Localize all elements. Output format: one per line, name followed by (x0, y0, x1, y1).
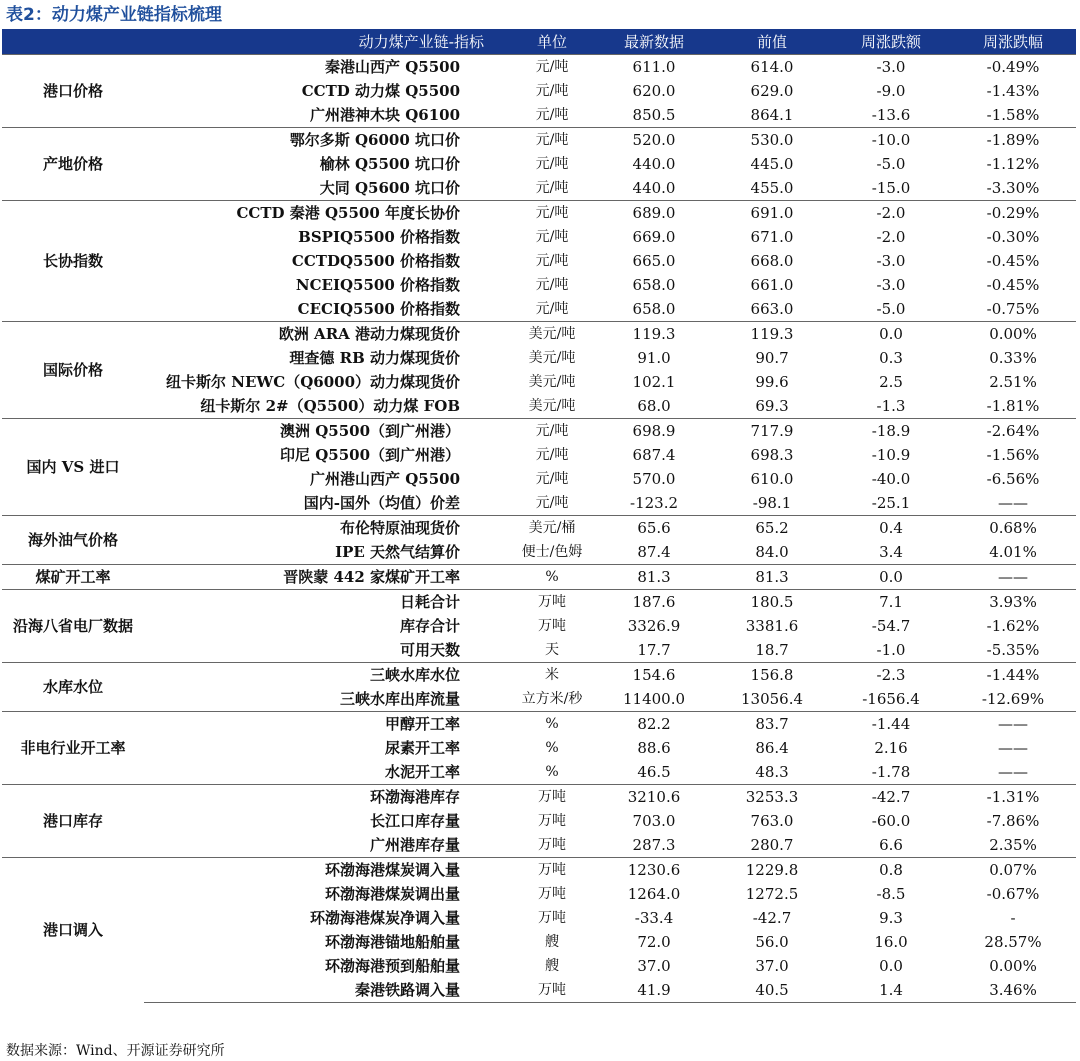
weekly-change-pct: —— (950, 712, 1076, 737)
latest-value: 440.0 (632, 155, 676, 173)
unit-cell: 美元/吨 (528, 350, 576, 366)
previous-value: 661.0 (750, 276, 794, 294)
category-cell: 港口库存 (2, 785, 144, 858)
weekly-change-pct: -0.75% (986, 300, 1040, 318)
weekly-change-pct: 4.01% (989, 543, 1037, 561)
indicator-name: 三峡水库出库流量 (340, 690, 461, 708)
indicator-name: 尿素开工率 (385, 739, 461, 757)
weekly-change: -3.0 (876, 252, 906, 270)
unit-cell: 元/吨 (535, 301, 569, 317)
table-row (2, 201, 1076, 226)
indicator-table-container (2, 29, 1076, 1003)
weekly-change: -10.0 (832, 128, 950, 153)
indicator-name: NCEIQ5500 价格指数 (295, 276, 461, 294)
table-row (2, 322, 1076, 347)
weekly-change-pct: 2.51% (989, 373, 1037, 391)
latest-value: 37.0 (637, 957, 671, 975)
latest-value: 3326.9 (627, 617, 681, 635)
previous-value: 40.5 (712, 978, 832, 1003)
unit-cell: 元/吨 (535, 253, 569, 269)
table-row (2, 176, 1076, 201)
indicator-name: 秦港山西产 Q5500 (144, 55, 508, 80)
weekly-change-pct: -0.29% (950, 201, 1076, 226)
previous-value: 663.0 (750, 300, 794, 318)
table-row (2, 419, 1076, 444)
previous-value: 280.7 (750, 836, 794, 854)
weekly-change-pct: —— (998, 739, 1029, 757)
indicator-name: 欧洲 ARA 港动力煤现货价 (144, 322, 508, 347)
indicator-name: IPE 天然气结算价 (335, 543, 461, 561)
latest-value: 11400.0 (623, 690, 686, 708)
latest-value: 687.4 (632, 446, 676, 464)
previous-value: 48.3 (755, 763, 789, 781)
weekly-change-pct: -1.62% (986, 617, 1040, 635)
unit-cell: 元/吨 (535, 471, 569, 487)
table-row (2, 128, 1076, 153)
latest-value: 81.3 (596, 565, 712, 590)
previous-value: -42.7 (752, 909, 792, 927)
unit-cell: 元/吨 (535, 447, 569, 463)
table-row (2, 833, 1076, 858)
latest-value: 41.9 (596, 978, 712, 1003)
indicator-name: CCTD 动力煤 Q5500 (301, 82, 461, 100)
weekly-change-pct: -1.56% (986, 446, 1040, 464)
weekly-change-pct: 2.35% (989, 836, 1037, 854)
weekly-change: -2.3 (832, 663, 950, 688)
unit-cell: 元/吨 (508, 55, 596, 80)
latest-value: 703.0 (632, 812, 676, 830)
indicator-name: 布伦特原油现货价 (144, 516, 508, 541)
weekly-change: 0.3 (879, 349, 903, 367)
table-body (2, 55, 1076, 1003)
unit-cell: 元/吨 (535, 107, 569, 123)
unit-cell: % (545, 740, 559, 756)
weekly-change: -1656.4 (862, 690, 920, 708)
indicator-name: 广州港库存量 (370, 836, 461, 854)
indicator-name: 秦港铁路调入量 (144, 978, 508, 1003)
indicator-name: 纽卡斯尔 NEWC（Q6000）动力煤现货价 (166, 373, 461, 391)
weekly-change-pct: 0.33% (989, 349, 1037, 367)
indicator-name: 环渤海港锚地船舶量 (325, 933, 461, 951)
weekly-change-pct: -0.45% (986, 252, 1040, 270)
table-row (2, 663, 1076, 688)
previous-value: 763.0 (750, 812, 794, 830)
latest-value: 689.0 (596, 201, 712, 226)
unit-cell: 万吨 (538, 618, 567, 634)
latest-value: 698.9 (596, 419, 712, 444)
previous-value: 18.7 (755, 641, 789, 659)
unit-cell: % (508, 565, 596, 590)
previous-value: -98.1 (752, 494, 792, 512)
table-row (2, 79, 1076, 103)
weekly-change: -9.0 (876, 82, 906, 100)
latest-value: 154.6 (596, 663, 712, 688)
weekly-change: -60.0 (871, 812, 911, 830)
weekly-change-pct: 0.68% (950, 516, 1076, 541)
weekly-change: -25.1 (871, 494, 911, 512)
previous-value: 69.3 (755, 397, 789, 415)
weekly-change-pct: -1.58% (986, 106, 1040, 124)
latest-value: 46.5 (637, 763, 671, 781)
table-row (2, 638, 1076, 663)
weekly-change: -2.0 (876, 228, 906, 246)
category-cell: 港口价格 (2, 55, 144, 128)
unit-cell: 元/吨 (535, 277, 569, 293)
weekly-change-pct: -1.44% (950, 663, 1076, 688)
previous-value: 668.0 (750, 252, 794, 270)
indicator-name: 榆林 Q5500 坑口价 (319, 155, 461, 173)
weekly-change-pct: -0.45% (986, 276, 1040, 294)
weekly-change-pct: -0.67% (986, 885, 1040, 903)
previous-value: 455.0 (750, 179, 794, 197)
table-row (2, 809, 1076, 833)
weekly-change: -42.7 (832, 785, 950, 810)
indicator-name: 环渤海港煤炭调出量 (325, 885, 461, 903)
weekly-change: -8.5 (876, 885, 906, 903)
unit-cell: 艘 (545, 934, 560, 950)
previous-value: 530.0 (712, 128, 832, 153)
header-latest: 最新数据 (596, 29, 712, 55)
category-cell: 沿海八省电厂数据 (2, 590, 144, 663)
category-cell: 水库水位 (2, 663, 144, 712)
weekly-change-pct: —— (950, 565, 1076, 590)
weekly-change: 2.16 (874, 739, 908, 757)
previous-value: 119.3 (712, 322, 832, 347)
weekly-change-pct: 0.00% (989, 957, 1037, 975)
weekly-change: 1.4 (832, 978, 950, 1003)
indicator-name: 鄂尔多斯 Q6000 坑口价 (144, 128, 508, 153)
unit-cell: 美元/吨 (508, 322, 596, 347)
latest-value: 620.0 (632, 82, 676, 100)
previous-value: 84.0 (755, 543, 789, 561)
table-row (2, 491, 1076, 516)
table-row (2, 687, 1076, 712)
previous-value: 629.0 (750, 82, 794, 100)
latest-value: 102.1 (632, 373, 676, 391)
weekly-change-pct: -3.30% (986, 179, 1040, 197)
weekly-change: 0.4 (832, 516, 950, 541)
category-cell: 海外油气价格 (2, 516, 144, 565)
weekly-change: -54.7 (871, 617, 911, 635)
previous-value: 65.2 (712, 516, 832, 541)
latest-value: -123.2 (630, 494, 679, 512)
weekly-change: 16.0 (874, 933, 908, 951)
weekly-change: -3.0 (876, 276, 906, 294)
weekly-change: -5.0 (876, 155, 906, 173)
weekly-change-pct: -1.12% (986, 155, 1040, 173)
weekly-change-pct: -0.49% (950, 55, 1076, 80)
weekly-change: -1.0 (876, 641, 906, 659)
indicator-name: 印尼 Q5500（到广州港） (279, 446, 461, 464)
latest-value: 658.0 (632, 276, 676, 294)
latest-value: 850.5 (632, 106, 676, 124)
header-unit: 单位 (508, 29, 596, 55)
header-weekly-change: 周涨跌额 (832, 29, 950, 55)
table-row (2, 930, 1076, 954)
indicator-name: 环渤海港预到船舶量 (325, 957, 461, 975)
weekly-change-pct: -5.35% (986, 641, 1040, 659)
indicator-name: 国内-国外（均值）价差 (303, 494, 461, 512)
category-cell: 产地价格 (2, 128, 144, 201)
weekly-change-pct: -0.30% (986, 228, 1040, 246)
table-title: 表2：动力煤产业链指标梳理 (6, 5, 222, 25)
weekly-change-pct: -1.31% (950, 785, 1076, 810)
latest-value: 658.0 (632, 300, 676, 318)
table-row (2, 712, 1076, 737)
indicator-name: 晋陕蒙 442 家煤矿开工率 (144, 565, 508, 590)
latest-value: 520.0 (596, 128, 712, 153)
table-row (2, 467, 1076, 491)
weekly-change: 0.8 (832, 858, 950, 883)
latest-value: 68.0 (637, 397, 671, 415)
unit-cell: 元/吨 (535, 180, 569, 196)
latest-value: 287.3 (632, 836, 676, 854)
indicator-name: 纽卡斯尔 2#（Q5500）动力煤 FOB (200, 397, 461, 415)
unit-cell: 元/吨 (535, 495, 569, 511)
table-row (2, 614, 1076, 638)
unit-cell: 万吨 (538, 837, 567, 853)
table-row (2, 565, 1076, 590)
previous-value: 180.5 (712, 590, 832, 615)
weekly-change: -3.0 (832, 55, 950, 80)
table-row (2, 273, 1076, 297)
previous-value: 56.0 (755, 933, 789, 951)
weekly-change-pct: —— (998, 763, 1029, 781)
category-cell: 非电行业开工率 (2, 712, 144, 785)
indicator-name: 澳洲 Q5500（到广州港） (144, 419, 508, 444)
previous-value: 691.0 (712, 201, 832, 226)
latest-value: 17.7 (637, 641, 671, 659)
latest-value: 65.6 (596, 516, 712, 541)
weekly-change-pct: 3.46% (950, 978, 1076, 1003)
indicator-name: 甲醇开工率 (144, 712, 508, 737)
unit-cell: % (508, 712, 596, 737)
table-row (2, 978, 1076, 1003)
indicator-name: 环渤海港煤炭调入量 (144, 858, 508, 883)
latest-value: 3210.6 (596, 785, 712, 810)
latest-value: 88.6 (637, 739, 671, 757)
header-weekly-change-pct: 周涨跌幅 (950, 29, 1076, 55)
previous-value: 671.0 (750, 228, 794, 246)
weekly-change-pct: -2.64% (950, 419, 1076, 444)
table-row (2, 225, 1076, 249)
latest-value: 1264.0 (627, 885, 681, 903)
weekly-change-pct: -1.81% (986, 397, 1040, 415)
weekly-change-pct: 3.93% (950, 590, 1076, 615)
table-row (2, 906, 1076, 930)
unit-cell: 元/吨 (535, 156, 569, 172)
weekly-change-pct: -1.89% (950, 128, 1076, 153)
weekly-change: -1.44 (832, 712, 950, 737)
weekly-change-pct: -12.69% (981, 690, 1045, 708)
indicator-name: BSPIQ5500 价格指数 (298, 228, 461, 246)
previous-value: 83.7 (712, 712, 832, 737)
weekly-change-pct: 28.57% (984, 933, 1042, 951)
unit-cell: 万吨 (508, 785, 596, 810)
indicator-name: 库存合计 (400, 617, 461, 635)
table-row (2, 785, 1076, 810)
table-row (2, 954, 1076, 978)
previous-value: 156.8 (712, 663, 832, 688)
unit-cell: 万吨 (538, 910, 567, 926)
unit-cell: 元/吨 (535, 229, 569, 245)
unit-cell: 万吨 (508, 978, 596, 1003)
unit-cell: 元/吨 (508, 128, 596, 153)
latest-value: 669.0 (632, 228, 676, 246)
category-cell: 煤矿开工率 (2, 565, 144, 590)
weekly-change-pct: 0.00% (950, 322, 1076, 347)
weekly-change: 0.0 (832, 565, 950, 590)
previous-value: 81.3 (712, 565, 832, 590)
category-cell: 长协指数 (2, 201, 144, 322)
unit-cell: 美元/吨 (528, 398, 576, 414)
weekly-change: -1.78 (871, 763, 911, 781)
unit-cell: 立方米/秒 (521, 691, 583, 707)
latest-value: 570.0 (632, 470, 676, 488)
category-cell: 国际价格 (2, 322, 144, 419)
unit-cell: 艘 (545, 958, 560, 974)
weekly-change: -5.0 (876, 300, 906, 318)
weekly-change: -18.9 (832, 419, 950, 444)
indicator-name: 可用天数 (400, 641, 461, 659)
unit-cell: 万吨 (538, 813, 567, 829)
indicator-name: CECIQ5500 价格指数 (297, 300, 461, 318)
header-previous: 前值 (712, 29, 832, 55)
weekly-change-pct: 0.07% (950, 858, 1076, 883)
unit-cell: 美元/桶 (508, 516, 596, 541)
table-row (2, 103, 1076, 128)
category-cell: 港口调入 (2, 858, 144, 1003)
table-row (2, 516, 1076, 541)
latest-value: 440.0 (632, 179, 676, 197)
unit-cell: 万吨 (538, 886, 567, 902)
data-source-note: 数据来源：Wind、开源证券研究所 (6, 1043, 225, 1059)
indicator-name: 环渤海港煤炭净调入量 (310, 909, 461, 927)
table-row (2, 760, 1076, 785)
previous-value: 445.0 (750, 155, 794, 173)
unit-cell: 元/吨 (508, 419, 596, 444)
table-row (2, 540, 1076, 565)
weekly-change-pct: -6.56% (986, 470, 1040, 488)
weekly-change: 6.6 (879, 836, 903, 854)
weekly-change-pct: -7.86% (986, 812, 1040, 830)
weekly-change: 7.1 (832, 590, 950, 615)
previous-value: 864.1 (750, 106, 794, 124)
unit-cell: 米 (508, 663, 596, 688)
category-cell: 国内 VS 进口 (2, 419, 144, 516)
unit-cell: 万吨 (508, 590, 596, 615)
previous-value: 698.3 (750, 446, 794, 464)
table-row (2, 590, 1076, 615)
table-row (2, 858, 1076, 883)
unit-cell: 便士/色姆 (521, 544, 583, 560)
indicator-name: 三峡水库水位 (144, 663, 508, 688)
weekly-change: -10.9 (871, 446, 911, 464)
unit-cell: 元/吨 (535, 83, 569, 99)
indicator-name: 广州港神木块 Q6100 (309, 106, 461, 124)
table-row (2, 882, 1076, 906)
latest-value: 187.6 (596, 590, 712, 615)
indicator-name: 大同 Q5600 坑口价 (319, 179, 461, 197)
table-row (2, 152, 1076, 176)
header-indicator: 动力煤产业链-指标 (2, 29, 508, 55)
previous-value: 13056.4 (741, 690, 804, 708)
indicator-name: 理查德 RB 动力煤现货价 (289, 349, 461, 367)
latest-value: 611.0 (596, 55, 712, 80)
previous-value: 37.0 (755, 957, 789, 975)
indicator-name: CCTDQ5500 价格指数 (291, 252, 461, 270)
latest-value: 82.2 (596, 712, 712, 737)
table-row (2, 736, 1076, 760)
weekly-change-pct: -1.43% (986, 82, 1040, 100)
previous-value: 3253.3 (712, 785, 832, 810)
previous-value: 1272.5 (745, 885, 799, 903)
unit-cell: % (545, 764, 559, 780)
unit-cell: 元/吨 (508, 201, 596, 226)
table-row (2, 297, 1076, 322)
previous-value: 610.0 (750, 470, 794, 488)
weekly-change: 0.0 (832, 322, 950, 347)
unit-cell: 万吨 (508, 858, 596, 883)
table-row (2, 346, 1076, 370)
weekly-change: -40.0 (871, 470, 911, 488)
latest-value: 1230.6 (596, 858, 712, 883)
latest-value: 72.0 (637, 933, 671, 951)
weekly-change: -13.6 (871, 106, 911, 124)
latest-value: 665.0 (632, 252, 676, 270)
unit-cell: 天 (545, 642, 560, 658)
weekly-change: 0.0 (879, 957, 903, 975)
header-row (2, 29, 1076, 55)
weekly-change: -1.3 (876, 397, 906, 415)
weekly-change: 9.3 (879, 909, 903, 927)
indicator-name: 广州港山西产 Q5500 (309, 470, 461, 488)
weekly-change-pct: - (1010, 909, 1016, 927)
table-row (2, 394, 1076, 419)
previous-value: 3381.6 (745, 617, 799, 635)
latest-value: 91.0 (637, 349, 671, 367)
latest-value: 87.4 (637, 543, 671, 561)
previous-value: 717.9 (712, 419, 832, 444)
indicator-name: 环渤海港库存 (144, 785, 508, 810)
indicator-name: CCTD 秦港 Q5500 年度长协价 (144, 201, 508, 226)
indicator-name: 长江口库存量 (370, 812, 461, 830)
weekly-change: -2.0 (832, 201, 950, 226)
indicator-name: 日耗合计 (144, 590, 508, 615)
unit-cell: 美元/吨 (528, 374, 576, 390)
weekly-change-pct: —— (998, 494, 1029, 512)
previous-value: 614.0 (712, 55, 832, 80)
indicator-table (2, 29, 1076, 1003)
weekly-change: 3.4 (879, 543, 903, 561)
latest-value: 119.3 (596, 322, 712, 347)
table-row (2, 443, 1076, 467)
previous-value: 99.6 (755, 373, 789, 391)
table-row (2, 370, 1076, 394)
previous-value: 86.4 (755, 739, 789, 757)
weekly-change: 2.5 (879, 373, 903, 391)
table-row (2, 249, 1076, 273)
table-row (2, 55, 1076, 80)
weekly-change: -15.0 (871, 179, 911, 197)
indicator-name: 水泥开工率 (385, 763, 461, 781)
latest-value: -33.4 (634, 909, 674, 927)
previous-value: 90.7 (755, 349, 789, 367)
previous-value: 1229.8 (712, 858, 832, 883)
